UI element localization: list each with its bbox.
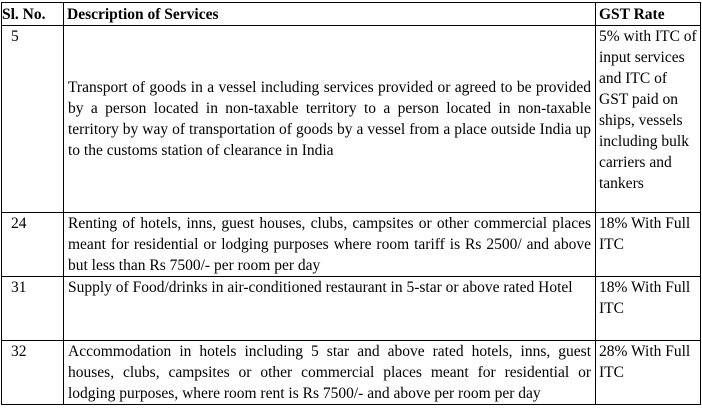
row-gst-rate: 28% With Full ITC — [596, 341, 701, 405]
row-gst-rate: 18% With Full ITC — [596, 213, 701, 277]
row-sl-no: 32 — [2, 341, 64, 405]
table-row — [2, 213, 701, 277]
table-header-row — [2, 3, 701, 26]
row-gst-rate: 18% With Full ITC — [596, 277, 701, 341]
row-sl-no: 24 — [2, 213, 64, 277]
row-description: Supply of Food/drinks in air-conditioned restaurant in 5-star or above rated Hotel — [64, 277, 596, 341]
header-gst-rate: GST Rate — [596, 3, 701, 26]
header-description: Description of Services — [64, 3, 596, 26]
row-sl-no: 5 — [2, 26, 64, 213]
table-row — [2, 26, 701, 213]
gst-rates-table — [1, 2, 701, 405]
table-row — [2, 341, 701, 405]
row-description: Transport of goods in a vessel including services provided or agreed to be provided by a person located in non-taxable territory to a person located in non-taxable territory by way of transportation of goods by a vessel from a place outside India up to the customs station of clearance in India — [64, 26, 596, 213]
row-description: Accommodation in hotels including 5 star and above rated hotels, inns, guest houses, clubs, campsites or other commercial places meant for residential or lodging purposes, where room rent is Rs 7500/- and above per room per day — [64, 341, 596, 405]
row-description: Renting of hotels, inns, guest houses, clubs, campsites or other commercial places meant for residential or lodging purposes where room tariff is Rs 2500/ and above but less than Rs 7500/- per room per day — [64, 213, 596, 277]
row-sl-no: 31 — [2, 277, 64, 341]
header-sl-no: Sl. No. — [2, 3, 64, 26]
table-row — [2, 277, 701, 341]
row-gst-rate: 5% with ITC of input services and ITC of GST paid on ships, vessels including bulk carriers and tankers — [596, 26, 701, 213]
